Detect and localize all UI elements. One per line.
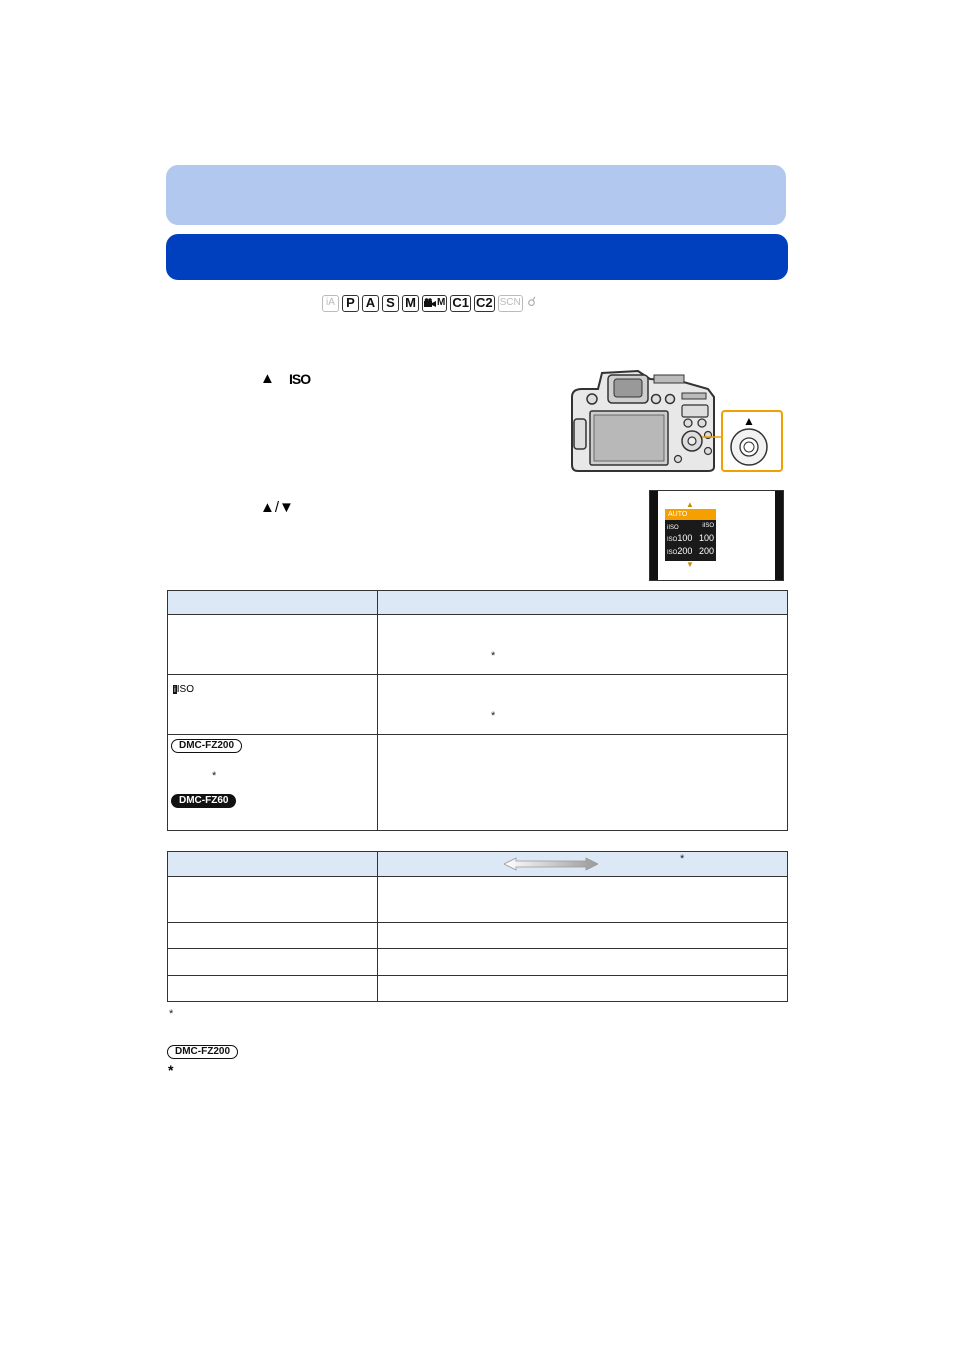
double-arrow-icon xyxy=(504,857,598,871)
footnote-marker: * xyxy=(169,1008,174,1020)
iso-option-auto: AUTO xyxy=(665,509,716,520)
model-badge-fz60: DMC-FZ60 xyxy=(171,794,236,808)
mode-m-icon: M xyxy=(402,295,419,312)
mode-ia-icon: iA xyxy=(322,295,339,312)
mode-p-icon: P xyxy=(342,295,359,312)
footnote-marker: * xyxy=(680,853,685,865)
up-arrow-icon: ▲ xyxy=(260,370,275,387)
iso-option-intelligent: iISO iISO xyxy=(667,523,714,531)
iso-settings-table xyxy=(167,590,788,831)
iso-option-200: ISO200 200 xyxy=(667,546,714,556)
mode-c2-icon: C2 xyxy=(475,294,493,310)
iso-characteristics-table xyxy=(167,851,788,1002)
table-row xyxy=(168,675,788,735)
footnote-marker: * xyxy=(168,1062,174,1078)
model-badge-fz200: DMC-FZ200 xyxy=(167,1045,238,1059)
table-row xyxy=(168,735,788,831)
scroll-up-caret-icon: ▲ xyxy=(686,500,694,509)
applicable-modes xyxy=(322,293,538,313)
intelligent-iso-label: iISO xyxy=(174,684,195,695)
iso-option-100: ISO100 100 xyxy=(667,533,714,543)
lcd-left-border xyxy=(650,491,658,580)
table-row xyxy=(168,976,788,1002)
movie-camera-icon xyxy=(424,298,436,308)
table-row xyxy=(168,877,788,923)
mode-a-icon: A xyxy=(362,295,379,312)
mode-c1-icon: C1 xyxy=(452,294,469,310)
footnote-marker: * xyxy=(491,650,496,662)
lcd-right-border xyxy=(775,491,783,580)
scroll-down-caret-icon: ▼ xyxy=(686,560,694,569)
iso-label: ISO xyxy=(289,371,311,387)
mode-scn-icon: SCN xyxy=(498,295,523,312)
callout-up-arrow-icon: ▲ xyxy=(743,414,755,428)
iso-menu-list xyxy=(665,509,716,561)
chapter-title-bar xyxy=(166,165,786,225)
mode-movie-m-icon: M xyxy=(422,295,447,312)
up-down-arrows-icon: ▲/▼ xyxy=(260,499,294,516)
model-badge-fz200: DMC-FZ200 xyxy=(171,739,242,753)
lcd-iso-menu-screen xyxy=(649,490,784,581)
table-row xyxy=(168,923,788,949)
mode-creative-icon: ☌ xyxy=(527,293,537,309)
table-row xyxy=(168,949,788,976)
table-header-row xyxy=(168,852,788,877)
footnote-marker: * xyxy=(212,770,217,782)
mode-s-icon: S xyxy=(382,295,399,312)
footnote-marker: * xyxy=(491,710,496,722)
section-title-bar xyxy=(166,234,788,280)
table-row xyxy=(168,615,788,675)
table-header-row xyxy=(168,591,788,615)
